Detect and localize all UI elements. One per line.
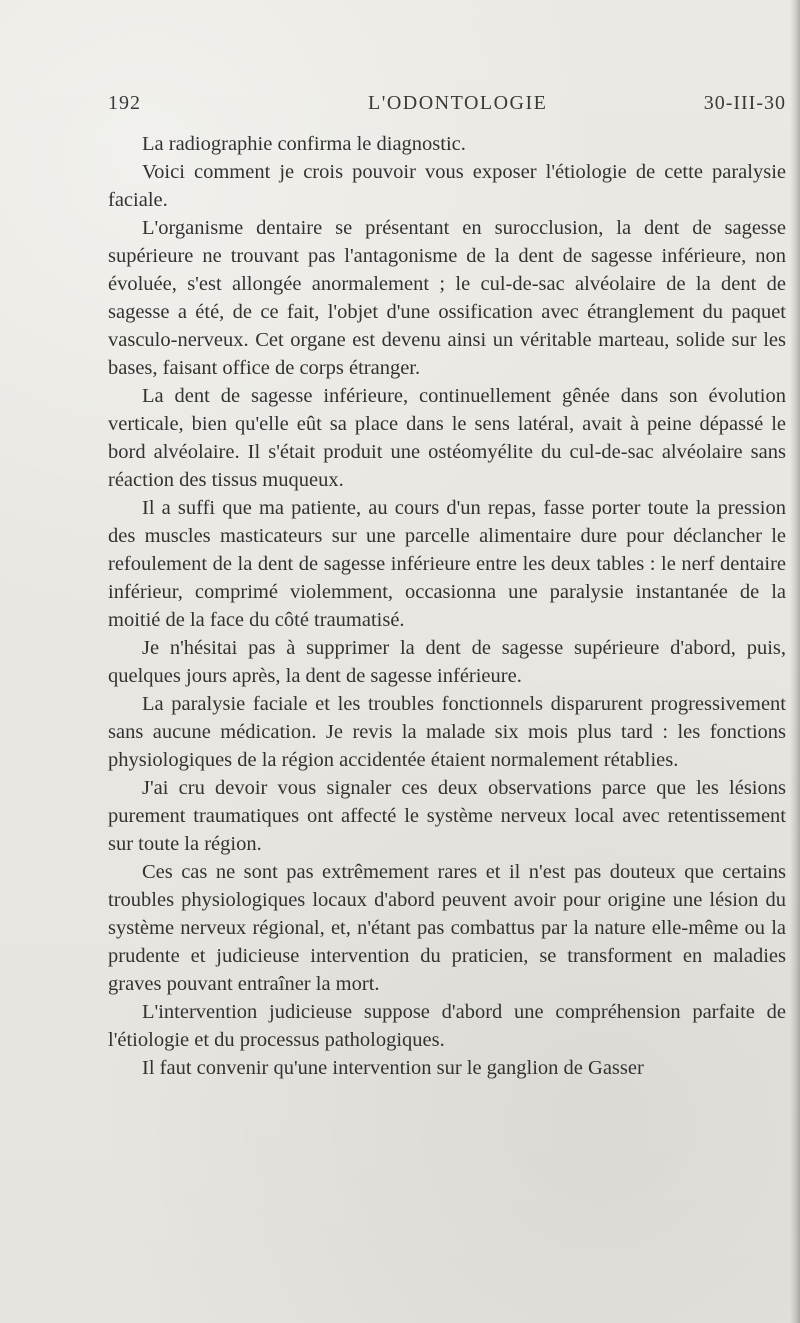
page-header — [108, 92, 786, 120]
paragraph-1: La radiographie confirma le diagnostic. — [142, 133, 466, 155]
paragraph-11: Il faut convenir qu'une intervention sur le ganglion de Gasser — [142, 1057, 644, 1079]
running-title: L'ODONTOLOGIE — [368, 92, 548, 114]
paragraph-8: J'ai cru devoir vous signaler ces deux observations parce que les lésions purement traumatiques ont affecté le système nerveux local avec retentissement sur toute la région. — [108, 777, 786, 855]
issue-date: 30-III-30 — [703, 92, 786, 114]
paragraph-6: Je n'hésitai pas à supprimer la dent de sagesse supérieure d'abord, puis, quelques jours après, la dent de sagesse inférieure. — [108, 637, 786, 687]
paragraph-9: Ces cas ne sont pas extrêmement rares et il n'est pas douteux que certains troubles physiologiques locaux d'abord peuvent avoir pour origine une lésion du système nerveux régional, et, n'étant pas combattus par la nature elle-même ou la prudente et judicieuse intervention du praticien, se transforment en maladies graves pouvant entraîner la mort. — [108, 861, 786, 995]
paragraph-5: Il a suffi que ma patiente, au cours d'un repas, fasse porter toute la pression des muscles masticateurs sur une parcelle alimentaire dure pour déclancher le refoulement de la dent de sagesse inférieure entre les deux tables : le nerf dentaire inférieur, comprimé violemment, occasionna une paralysie instantanée de la moitié de la face du côté traumatisé. — [108, 497, 786, 631]
page-number: 192 — [108, 92, 141, 114]
paragraph-4: La dent de sagesse inférieure, continuellement gênée dans son évolution verticale, bien qu'elle eût sa place dans le sens latéral, avait à peine dépassé le bord alvéolaire. Il s'était produit une ostéomyélite du cul-de-sac alvéolaire sans réaction des tissus muqueux. — [108, 385, 786, 491]
page-edge-shadow — [790, 0, 800, 1323]
article-body — [108, 130, 786, 1082]
paragraph-2: Voici comment je crois pouvoir vous exposer l'étiologie de cette paralysie faciale. — [108, 161, 786, 211]
paragraph-10: L'intervention judicieuse suppose d'abord une compréhension parfaite de l'étiologie et du processus pathologiques. — [108, 1001, 786, 1051]
paragraph-3: L'organisme dentaire se présentant en surocclusion, la dent de sagesse supérieure ne trouvant pas l'antagonisme de la dent de sagesse inférieure, non évoluée, s'est allongée anormalement ; le cul-de-sac alvéolaire de la dent de sagesse a été, de ce fait, l'objet d'une ossification avec étranglement du paquet vasculo-nerveux. Cet organe est devenu ainsi un véritable marteau, solide sur les bases, faisant office de corps étranger. — [108, 217, 786, 379]
paragraph-7: La paralysie faciale et les troubles fonctionnels disparurent progressivement sans aucune médication. Je revis la malade six mois plus tard : les fonctions physiologiques de la région accidentée étaient normalement rétablies. — [108, 693, 786, 771]
